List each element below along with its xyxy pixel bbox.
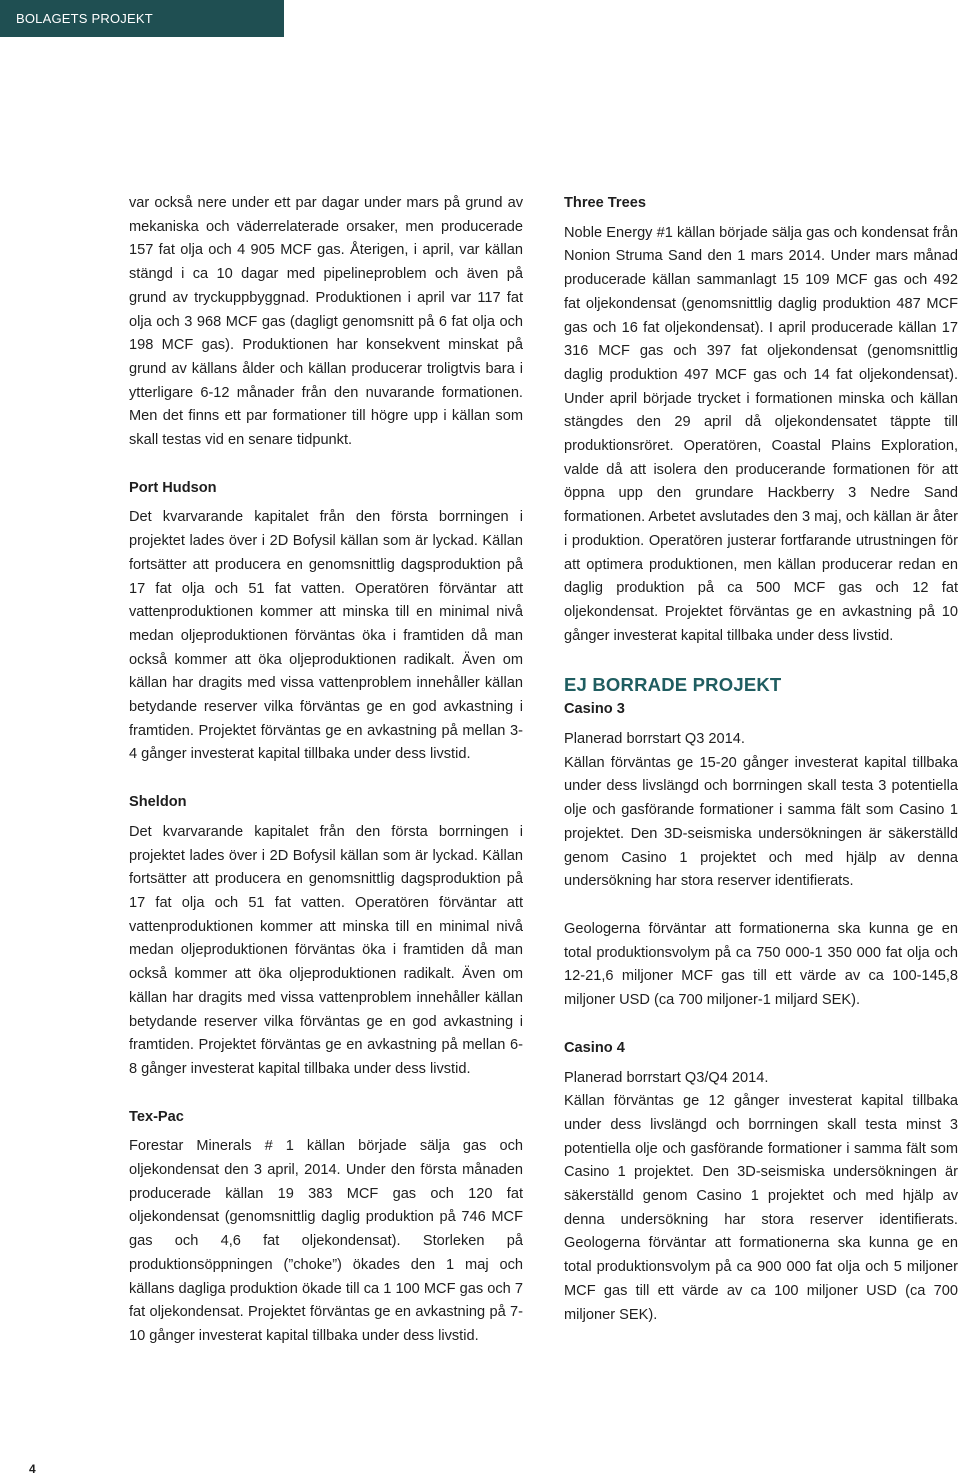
section-header-tab: BOLAGETS PROJEKT bbox=[0, 0, 284, 37]
left-column bbox=[129, 192, 523, 1349]
casino4-planned: Planerad borrstart Q3/Q4 2014. bbox=[564, 1069, 769, 1086]
casino3-heading: Casino 3 bbox=[564, 701, 625, 718]
casino4-heading: Casino 4 bbox=[564, 1039, 625, 1056]
casino3-text: Källan förväntas ge 15-20 gånger investerat kapital tillbaka under dess livslängd och borrningen skall testa 3 potentiella olje och gasförande formationer i samma fält som Casino 1 projektet. Den 3D-seismiska undersökningen är säkerställd genom Casino 1 projektet och med hjälp av denna undersökning har stora reserver identifierats. bbox=[564, 754, 958, 890]
right-column bbox=[564, 192, 958, 1327]
casino3-planned: Planerad borrstart Q3 2014. bbox=[564, 731, 745, 748]
port-hudson-heading: Port Hudson bbox=[129, 479, 217, 496]
casino4-text: Källan förväntas ge 12 gånger investerat kapital tillbaka under dess livslängd och borrningen skall testa minst 3 potentiella olje och gasförande formationer i samma fält som Casino 1 projektet. Den 3D-seismiska undersökningen är säkerställd genom Casino 1 projektet och med hjälp av denna undersökning har stora reserver identifierats. Geologerna förväntar att formationerna ska kunna ge en total produktionsvolym på ca 900 000 fat olja och 5 miljoner MCF gas till ett värde av ca 100 miljoner USD (ca 700 miljoner SEK). bbox=[564, 1093, 958, 1323]
sheldon-text: Det kvarvarande kapitalet från den första borrningen i projektet lades över i 2D Bofysil källan som är lyckad. Källan fortsätter att producera en genomsnittlig dagsproduktion på 17 fat olja och 51 fat vatten. Operatören förväntar att vattenproduktionen kommer att minska till en minimal nivå medan oljeproduktionen förväntas öka i framtiden då man också kommer att öka oljeproduktionen radikalt. Även om källan har dragits med vissa vattenproblem innehåller källan betydande reserver vilka förväntas ge en god avkastning i framtiden. Projektet förväntas ge en avkastning på mellan 6-8 gånger investerat kapital tillbaka under dess livstid. bbox=[129, 823, 523, 1077]
casino3-text-geology: Geologerna förväntar att formationerna ska kunna ge en total produktionsvolym på ca 750 000-1 350 000 fat olja och 12-21,6 miljoner MCF gas till ett värde av ca 100-145,8 miljoner USD (ca 700 miljoner-1 miljard SEK). bbox=[564, 920, 958, 1009]
three-trees-heading: Three Trees bbox=[564, 195, 646, 211]
three-trees-text: Noble Energy #1 källan började sälja gas och kondensat från Nonion Struma Sand den 1 mars 2014. Under mars månad producerade källan sammanlagt 15 109 MCF gas och 492 fat oljekondensat (genomsnittlig daglig produktion 487 MCF gas och 16 fat oljekondensat). I april producerade källan 17 316 MCF gas och 397 fat oljekondensat (genomsnittlig daglig produktion 497 MCF gas och 14 fat oljekondensat). Under april började trycket i formationen minska och källan stängdes den 29 april då oljekondensatet täppte till produktionsröret. Operatören, Coastal Plains Exploration, valde då att isolera den producerande formationen för att öppna upp den grundare Hackberry 3 Nedre Sand formationen. Arbetet avslutades den 3 maj, och källan är åter i produktion. Operatören justerar fortfarande utrustningen för att optimera produktionen, men källan producerar redan en daglig produktion på ca 500 MCF gas och 12 fat oljekondensat. Projektet förväntas ge en avkastning på 10 gånger investerat kapital tillbaka under dess livstid. bbox=[564, 224, 958, 644]
sheldon-heading: Sheldon bbox=[129, 794, 187, 811]
ej-borrade-heading: EJ BORRADE PROJEKT bbox=[564, 674, 782, 696]
tex-pac-heading: Tex-Pac bbox=[129, 1108, 184, 1125]
intro-paragraph: var också nere under ett par dagar under mars på grund av mekaniska och väderrelaterade orsaker, men producerade 157 fat olja och 4 905 MCF gas. Återigen, i april, var källan stängd i ca 10 dagar med pipelineproblem och även på grund av tryckuppbyggnad. Produktionen i april var 117 fat olja och 3 968 MCF gas (dagligt genomsnitt på 6 fat olja och 198 MCF gas). Produktionen har konsekvent minskat på grund av källans ålder och källan producerar troligtvis bara i ytterligare 6-12 månader från den nuvarande formationen. Men det finns ett par formationer till högre upp i källan som skall testas vid en senare tidpunkt. bbox=[129, 195, 523, 449]
port-hudson-text: Det kvarvarande kapitalet från den första borrningen i projektet lades över i 2D Bofysil källan som är lyckad. Källan fortsätter att producera en genomsnittlig dagsproduktion på 17 fat olja och 51 fat vatten. Operatören förväntar att vattenproduktionen kommer att minska till en minimal nivå medan oljeproduktionen förväntas öka i framtiden då man också kommer att öka oljeproduktionen radikalt. Även om källan har dragits med vissa vattenproblem innehåller källan betydande reserver vilka förväntas ge en god avkastning i framtiden. Projektet förväntas ge en avkastning på mellan 3-4 gånger investerat kapital tillbaka under dess livstid. bbox=[129, 509, 523, 763]
tex-pac-text: Forestar Minerals # 1 källan började sälja gas och oljekondensat den 3 april, 2014. Under den första månaden producerade källan 19 383 MCF gas och 120 fat oljekondensat (genomsnittlig daglig produktion på 746 MCF gas och 4,6 fat oljekondensat). Storleken på produktionsöppningen (”choke”) ökades den 1 maj och källans dagliga produktion ökade till ca 1 100 MCF gas och 7 fat oljekondensat. Projektet förväntas ge en avkastning på 7-10 gånger investerat kapital tillbaka under dess livstid. bbox=[129, 1138, 523, 1344]
page-number: 4 bbox=[29, 1462, 36, 1476]
